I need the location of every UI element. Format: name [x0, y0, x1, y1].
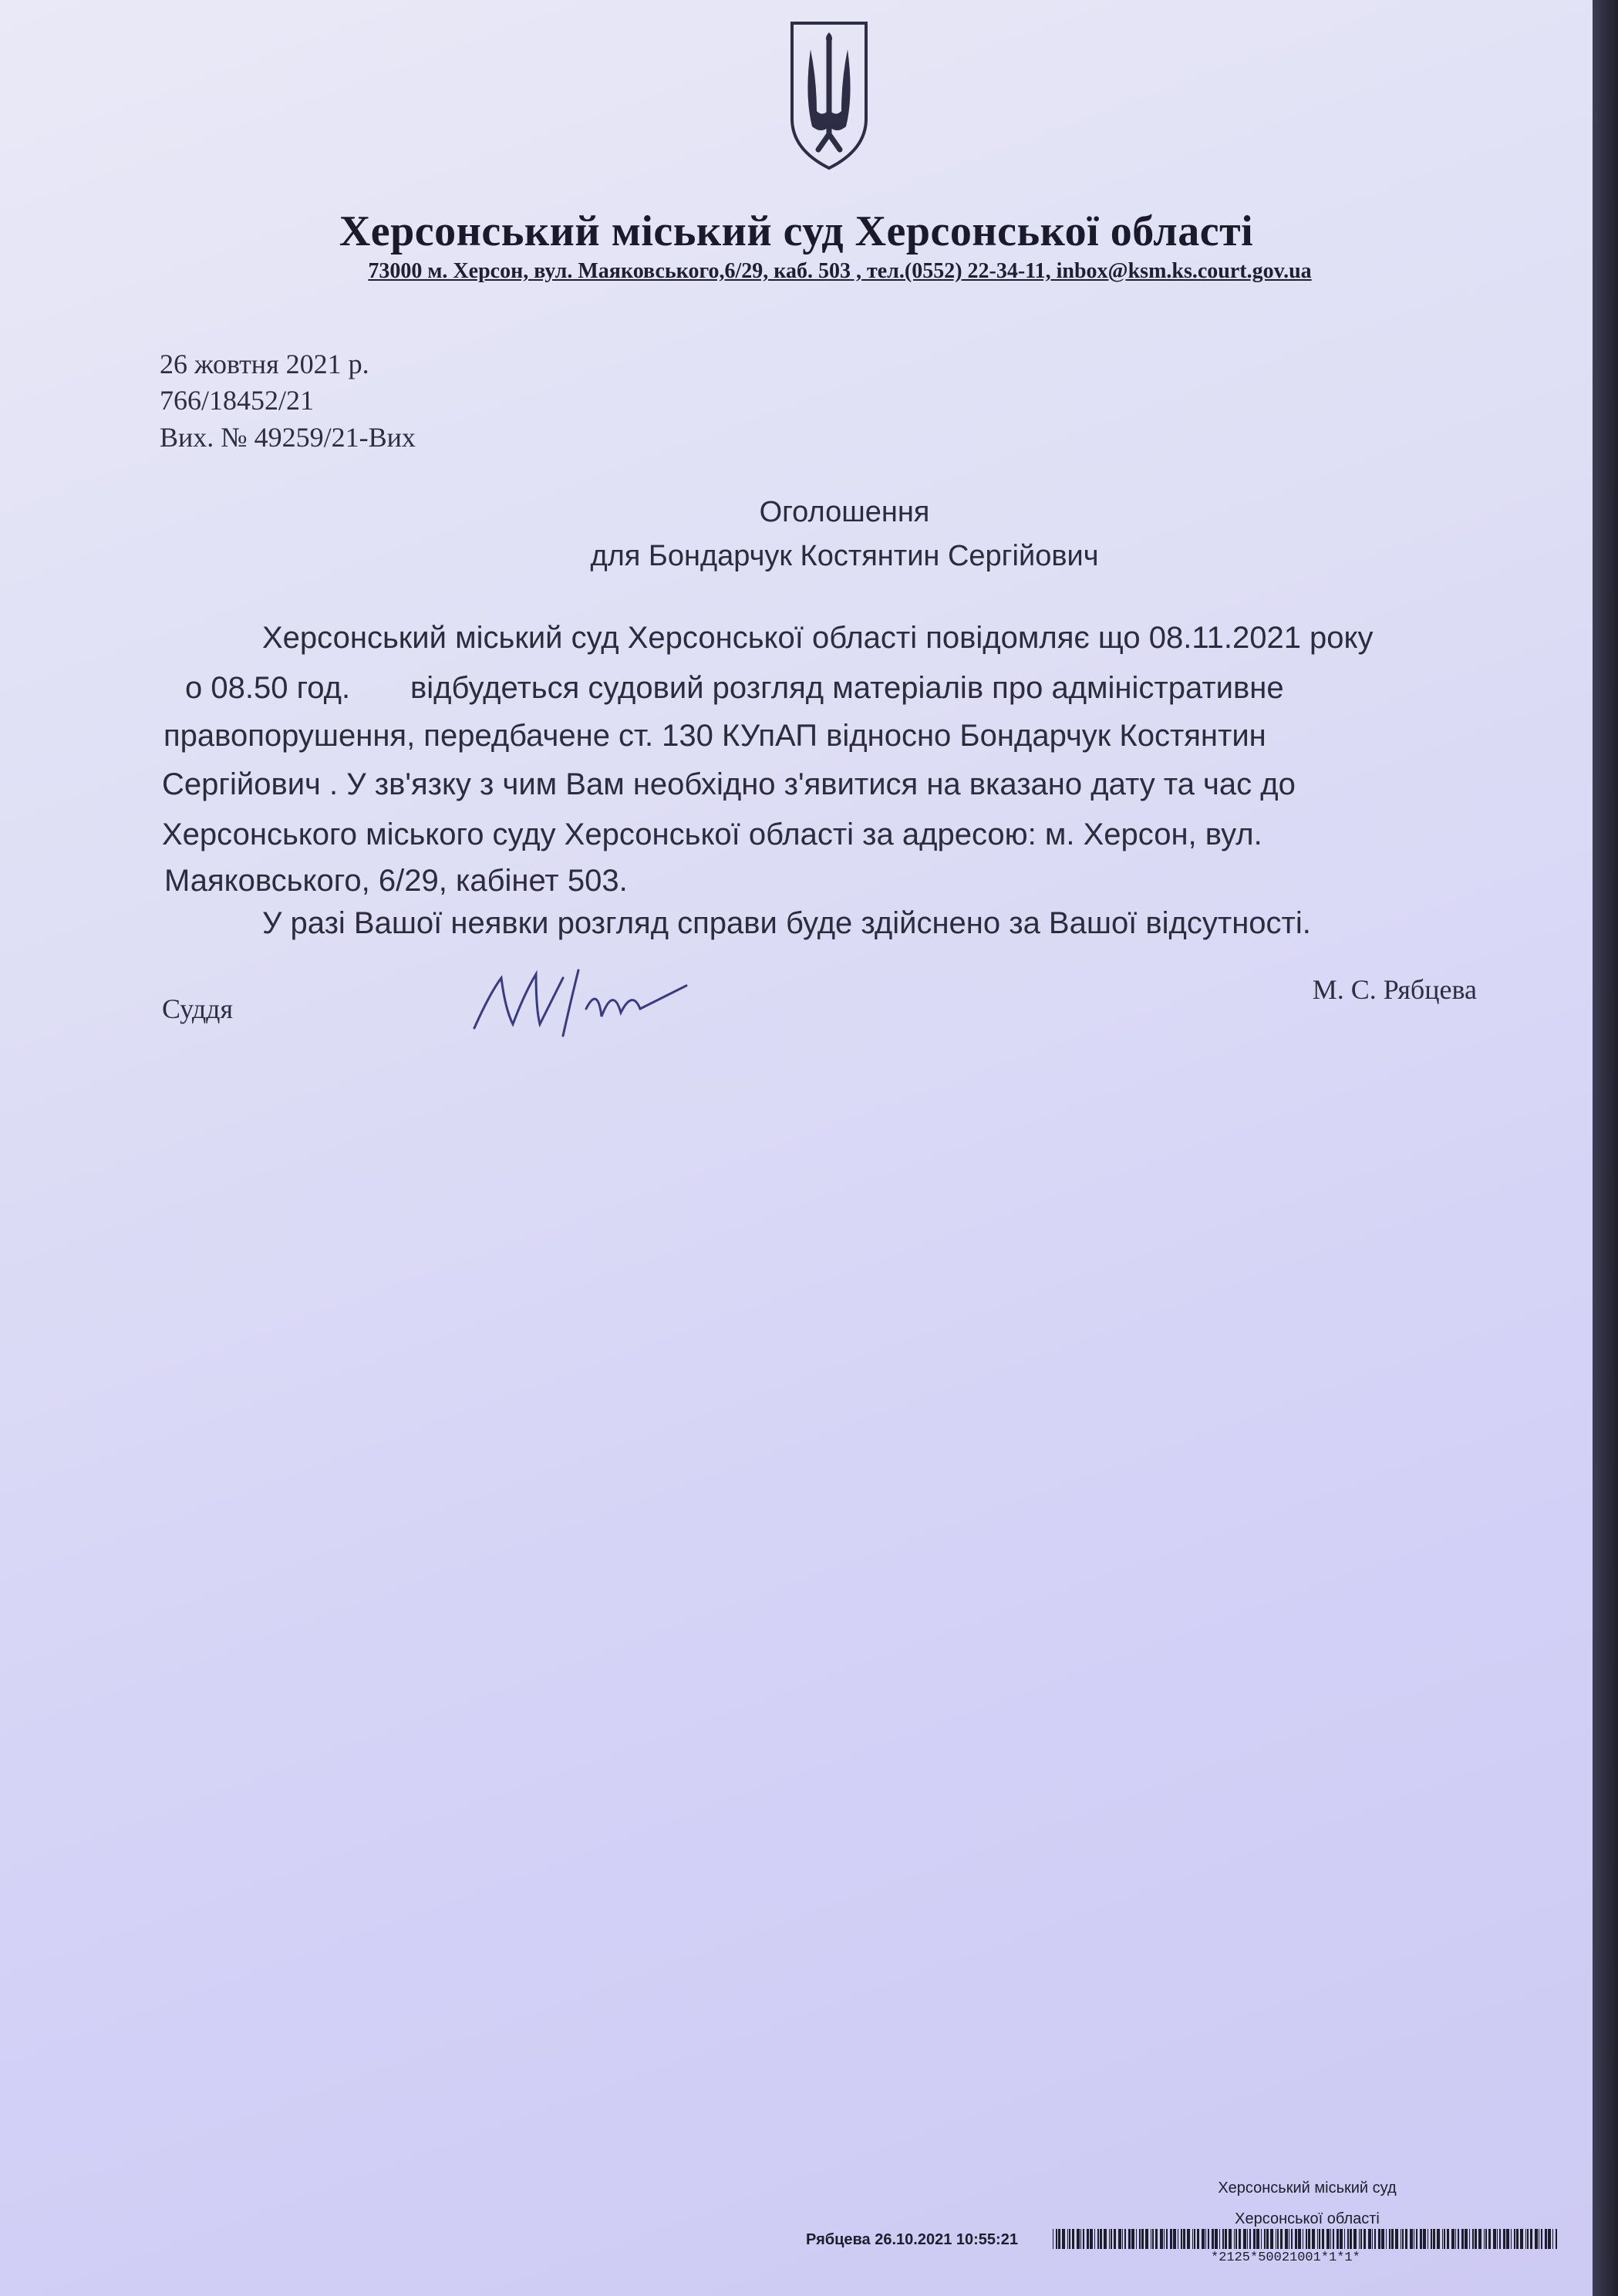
barcode-bar: [1164, 2229, 1165, 2249]
barcode-bar: [1330, 2229, 1331, 2249]
barcode-bar: [1451, 2229, 1455, 2249]
stamp-court-line-2: Херсонської області: [1235, 2210, 1380, 2227]
barcode-bar: [1333, 2229, 1334, 2249]
stamp-signer: Рябцева 26.10.2021 10:55:21: [806, 2231, 1018, 2248]
notice-addressee: для Бондарчук Костянтин Сергійович: [590, 540, 1099, 572]
barcode-bar: [1359, 2229, 1360, 2249]
barcode-bar: [1058, 2229, 1060, 2249]
barcode-bar: [1128, 2229, 1131, 2249]
barcode-bar: [1067, 2229, 1068, 2249]
barcode-bar: [1386, 2229, 1387, 2249]
body-line-2: відбудеться судовий розгляд матеріалів про адміністративне: [410, 671, 1284, 705]
barcode-bar: [1183, 2229, 1185, 2249]
barcode-bar: [1136, 2229, 1137, 2249]
barcode-bar: [1077, 2229, 1080, 2249]
barcode-bar: [1097, 2229, 1099, 2249]
barcode-bar: [1548, 2229, 1551, 2249]
court-address: 73000 м. Херсон, вул. Маяковського,6/29, каб. 503 , тел.(0552) 22-34-11, inbox@ksm.ks.court.gov.ua: [368, 259, 1312, 283]
barcode-bar: [1527, 2229, 1529, 2249]
barcode-bar: [1405, 2229, 1407, 2249]
barcode-bar: [1264, 2229, 1266, 2249]
barcode-bar: [1444, 2229, 1445, 2249]
handwritten-signature: [470, 963, 694, 1040]
barcode-bar: [1087, 2229, 1089, 2249]
barcode-bar: [1056, 2229, 1057, 2249]
barcode-bar: [1317, 2229, 1318, 2249]
barcode-bar: [1535, 2229, 1538, 2249]
barcode-bar: [1215, 2229, 1218, 2249]
barcode-bar: [1202, 2229, 1205, 2249]
barcode-bar: [1187, 2229, 1190, 2249]
barcode-bar: [1337, 2229, 1339, 2249]
barcode-bar: [1374, 2229, 1376, 2249]
barcode-bar: [1488, 2229, 1491, 2249]
barcode-bar: [1104, 2229, 1107, 2249]
barcode-bar: [1469, 2229, 1470, 2249]
barcode-bar: [1378, 2229, 1380, 2249]
barcode-bar: [1368, 2229, 1371, 2249]
barcode-bar: [1465, 2229, 1468, 2249]
barcode-bar: [1506, 2229, 1509, 2249]
barcode-bar: [1249, 2229, 1251, 2249]
barcode-bar: [1062, 2229, 1065, 2249]
barcode-bar: [1234, 2229, 1235, 2249]
hearing-time: о 08.50 год.: [185, 671, 351, 705]
barcode-bar: [1556, 2229, 1557, 2249]
barcode-bar: [1155, 2229, 1158, 2249]
barcode-bar: [1205, 2229, 1206, 2249]
absence-notice-line: У разі Вашої неявки розгляд справи буде здійснено за Вашої відсутності.: [262, 906, 1311, 940]
body-line-1: Херсонський міський суд Херсонської області повідомляє що 08.11.2021 року: [262, 621, 1374, 655]
coat-of-arms-icon: [787, 19, 871, 173]
barcode-bar: [1160, 2229, 1163, 2249]
barcode-bar: [1493, 2229, 1496, 2249]
barcode-bar: [1306, 2229, 1307, 2249]
barcode-bar: [1433, 2229, 1435, 2249]
barcode-bar: [1208, 2229, 1209, 2249]
barcode-bar: [1192, 2229, 1193, 2249]
barcode-bar: [1114, 2229, 1116, 2249]
barcode-bar: [1485, 2229, 1487, 2249]
barcode-bar: [1516, 2229, 1519, 2249]
barcode-bar: [1319, 2229, 1320, 2249]
barcode-bar: [1499, 2229, 1501, 2249]
barcode-bar: [1312, 2229, 1315, 2249]
barcode-bar: [1083, 2229, 1084, 2249]
judge-name: М. С. Рябцева: [1312, 974, 1477, 1005]
barcode-bar: [1109, 2229, 1110, 2249]
scan-edge: [1593, 0, 1618, 2296]
barcode-bar: [1478, 2229, 1481, 2249]
barcode-bar: [1503, 2229, 1505, 2249]
barcode-bar: [1484, 2229, 1485, 2249]
barcode-bar: [1152, 2229, 1154, 2249]
barcode-bar: [1090, 2229, 1093, 2249]
barcode-bar: [1266, 2229, 1269, 2249]
barcode-bar: [1194, 2229, 1195, 2249]
barcode-bar: [1080, 2229, 1081, 2249]
barcode-bar: [1170, 2229, 1172, 2249]
barcode-bar: [1225, 2229, 1227, 2249]
barcode-bar: [1475, 2229, 1477, 2249]
barcode-bar: [1222, 2229, 1224, 2249]
body-line-6: Маяковського, 6/29, кабінет 503.: [164, 864, 628, 898]
barcode-bar: [1247, 2229, 1248, 2249]
barcode-bar: [1410, 2229, 1413, 2249]
barcode-bar: [1541, 2229, 1542, 2249]
barcode-bar: [1261, 2229, 1262, 2249]
barcode-bar: [1072, 2229, 1074, 2249]
barcode-bar: [1100, 2229, 1102, 2249]
barcode-bar: [1416, 2229, 1417, 2249]
barcode-bar: [1423, 2229, 1426, 2249]
barcode-text: *2125*50021001*1*1*: [1211, 2250, 1360, 2265]
document-date: 26 жовтня 2021 р.: [160, 349, 369, 379]
barcode-bar: [1145, 2229, 1148, 2249]
barcode-bar: [1239, 2229, 1241, 2249]
barcode-bar: [1472, 2229, 1474, 2249]
notice-heading: Оголошення: [759, 496, 930, 528]
barcode-bar: [1364, 2229, 1366, 2249]
barcode-bar: [1253, 2229, 1256, 2249]
barcode-bar: [1235, 2229, 1237, 2249]
barcode-bar: [1353, 2229, 1357, 2249]
barcode-bar: [1391, 2229, 1394, 2249]
barcode-bar: [1295, 2229, 1297, 2249]
body-line-3: правопорушення, передбачене ст. 130 КУпАП відносно Бондарчук Костянтин: [163, 719, 1266, 753]
barcode-bar: [1285, 2229, 1288, 2249]
barcode-bar: [1280, 2229, 1283, 2249]
barcode-bar: [1243, 2229, 1246, 2249]
barcode-bar: [1431, 2229, 1432, 2249]
barcode-bar: [1511, 2229, 1512, 2249]
barcode-bar: [1291, 2229, 1293, 2249]
case-number: 766/18452/21: [160, 385, 315, 416]
barcode-bar: [1298, 2229, 1301, 2249]
barcode-bar: [1447, 2229, 1449, 2249]
stamp-court-line-1: Херсонський міський суд: [1218, 2180, 1397, 2197]
barcode-bar: [1326, 2229, 1330, 2249]
barcode-bar: [1381, 2229, 1384, 2249]
barcode-bar: [1395, 2229, 1398, 2249]
barcode-bar: [1520, 2229, 1523, 2249]
outgoing-number: Вих. № 49259/21-Вих: [160, 422, 416, 453]
barcode-bar: [1111, 2229, 1112, 2249]
barcode-bar: [1497, 2229, 1498, 2249]
barcode-bar: [1360, 2229, 1362, 2249]
barcode-bar: [1229, 2229, 1232, 2249]
barcode-bar: [1131, 2229, 1134, 2249]
court-title: Херсонський міський суд Херсонської області: [339, 207, 1254, 255]
barcode-bar: [1139, 2229, 1141, 2249]
barcode-bar: [1308, 2229, 1310, 2249]
barcode-bar: [1437, 2229, 1440, 2249]
barcode-bar: [1344, 2229, 1345, 2249]
barcode-bar: [1322, 2229, 1324, 2249]
barcode-bar: [1166, 2229, 1168, 2249]
barcode-bar: [1389, 2229, 1390, 2249]
judge-label: Суддя: [162, 993, 234, 1024]
barcode-bar: [1181, 2229, 1182, 2249]
barcode-bar: [1402, 2229, 1404, 2249]
barcode-bar: [1530, 2229, 1532, 2249]
barcode: [1053, 2229, 1562, 2249]
body-line-5: Херсонського міського суду Херсонської області за адресою: м. Херсон, вул.: [162, 818, 1262, 851]
barcode-bar: [1545, 2229, 1547, 2249]
barcode-bar: [1350, 2229, 1352, 2249]
barcode-bar: [1277, 2229, 1279, 2249]
barcode-bar: [1124, 2229, 1126, 2249]
barcode-bar: [1270, 2229, 1273, 2249]
barcode-bar: [1141, 2229, 1144, 2249]
barcode-bar: [1256, 2229, 1259, 2249]
barcode-bar: [1552, 2229, 1553, 2249]
barcode-bar: [1525, 2229, 1526, 2249]
barcode-bar: [1219, 2229, 1220, 2249]
barcode-bar: [1347, 2229, 1349, 2249]
barcode-bar: [1069, 2229, 1070, 2249]
body-line-4: Сергійович . У зв'язку з чим Вам необхідно з'явитися на вказано дату та час до: [162, 767, 1296, 801]
barcode-bar: [1442, 2229, 1443, 2249]
barcode-bar: [1420, 2229, 1422, 2249]
barcode-bar: [1461, 2229, 1464, 2249]
barcode-bar: [1118, 2229, 1121, 2249]
barcode-bar: [1514, 2229, 1515, 2249]
barcode-bar: [1455, 2229, 1456, 2249]
barcode-bar: [1212, 2229, 1214, 2249]
barcode-bar: [1372, 2229, 1373, 2249]
barcode-bar: [1340, 2229, 1343, 2249]
barcode-bar: [1122, 2229, 1123, 2249]
barcode-bar: [1173, 2229, 1176, 2249]
barcode-bar: [1094, 2229, 1095, 2249]
barcode-bar: [1197, 2229, 1199, 2249]
barcode-bar: [1458, 2229, 1459, 2249]
